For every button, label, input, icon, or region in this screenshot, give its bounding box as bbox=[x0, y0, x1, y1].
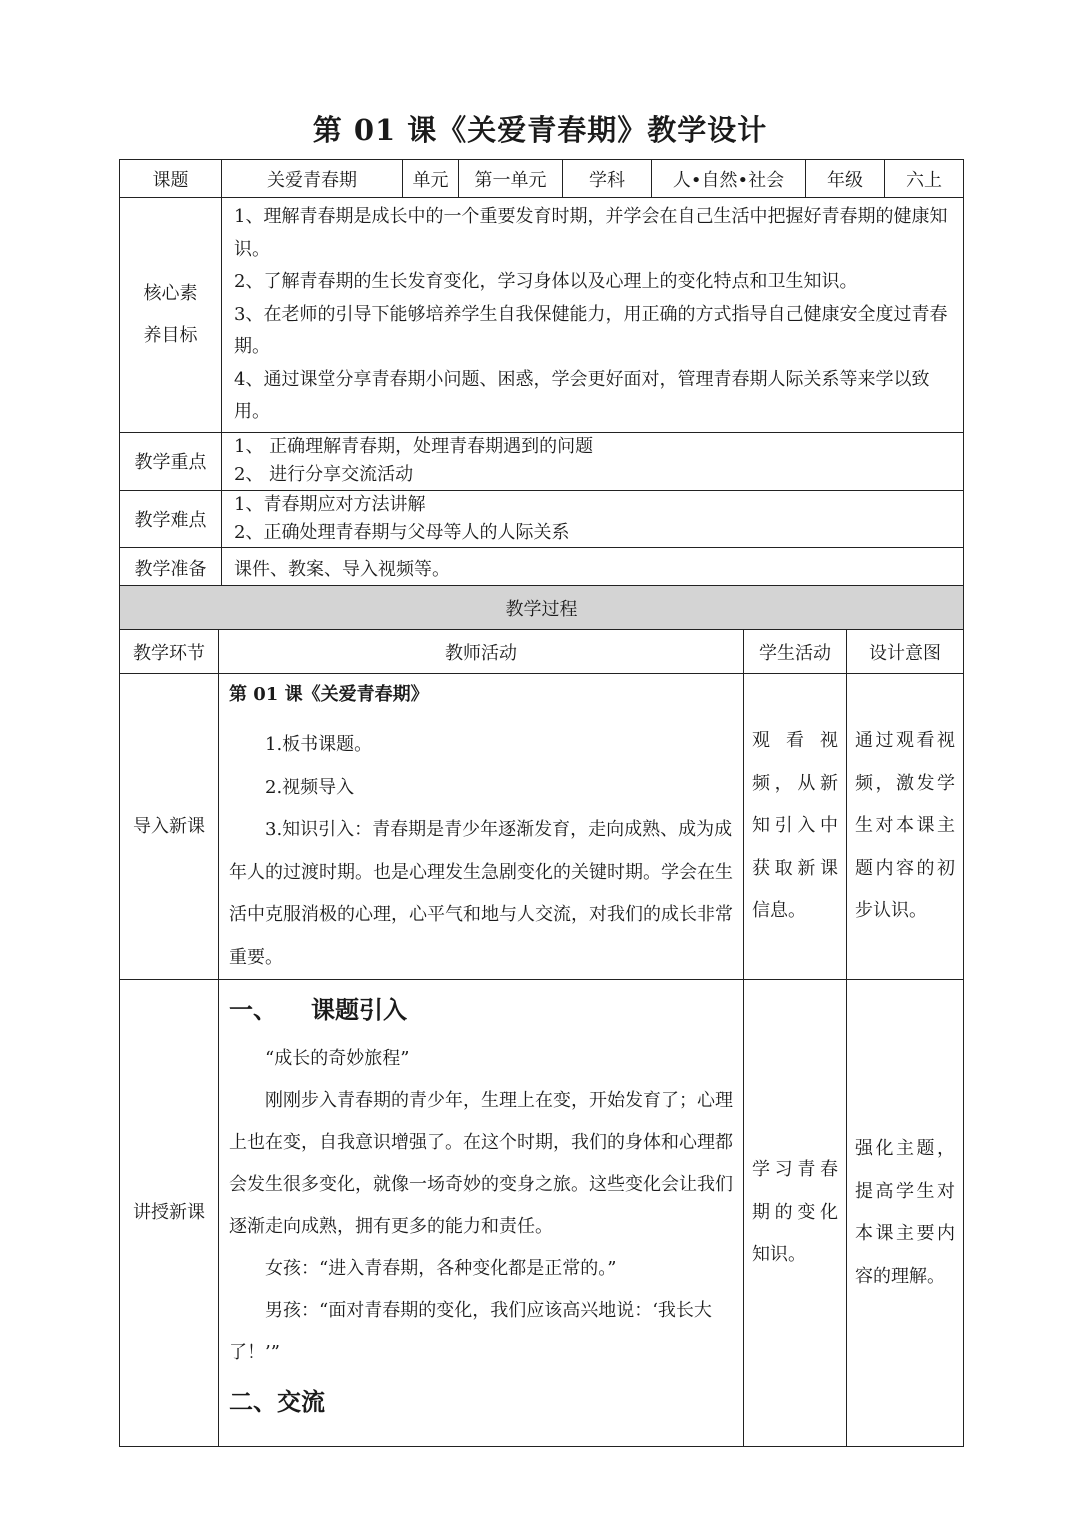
intro-heading: 第 01 课《关爱青春期》 bbox=[229, 684, 429, 705]
section1-title: 课题引入 bbox=[311, 995, 407, 1024]
boy-quote: 男孩：“面对青春期的变化，我们应该高兴地说：‘我长大了！’” bbox=[229, 1300, 712, 1363]
process-title-row bbox=[120, 586, 964, 630]
preparation-label: 教学准备 bbox=[120, 547, 222, 589]
preparation-row bbox=[120, 547, 964, 589]
goals-row bbox=[120, 198, 964, 433]
section1-number: 一、 bbox=[229, 995, 277, 1024]
col-stage: 教学环节 bbox=[120, 630, 219, 674]
goals-label-line2: 养目标 bbox=[143, 324, 198, 346]
difficulty-item: 1、青春期应对方法讲解 bbox=[234, 493, 426, 515]
section2-heading: 二、交流 bbox=[229, 1387, 325, 1416]
difficulties-row bbox=[120, 490, 964, 547]
col-student: 学生活动 bbox=[744, 630, 847, 674]
key-point-item: 2、 进行分享交流活动 bbox=[234, 464, 414, 485]
key-points-content bbox=[222, 432, 964, 490]
intro-line1: 1.板书课题。 bbox=[265, 734, 373, 755]
key-points-label: 教学重点 bbox=[120, 432, 222, 490]
difficulties-content bbox=[222, 490, 964, 547]
goals-label bbox=[120, 198, 222, 433]
difficulties-label: 教学难点 bbox=[120, 490, 222, 547]
unit-value: 第一单元 bbox=[459, 160, 563, 198]
intro-student-activity: 观看视频，从新知引入中获取新课信息。 bbox=[744, 674, 847, 980]
goal-item: 2、了解青春期的生长发育变化，学习身体以及心理上的变化特点和卫生知识。 bbox=[234, 271, 858, 292]
teach-intent: 强化主题，提高学生对本课主要内容的理解。 bbox=[847, 980, 964, 1447]
intro-teacher-activity bbox=[219, 674, 744, 980]
process-table bbox=[119, 585, 964, 1447]
intro-line3: 3.知识引入：青春期是青少年逐渐发育，走向成熟、成为成年人的过渡时期。也是心理发生急剧变化的关键时期。学会在生活中克服消极的心理，心平气和地与人交流，对我们的成长非常重要。 bbox=[229, 819, 733, 968]
topic-label: 课题 bbox=[120, 160, 222, 198]
info-table bbox=[119, 159, 964, 590]
goal-item: 3、在老师的引导下能够培养学生自我保健能力，用正确的方式指导自己健康安全度过青春期。 bbox=[234, 303, 948, 357]
teach-stage: 讲授新课 bbox=[120, 980, 219, 1447]
page-title: 第 01 课《关爱青春期》教学设计 bbox=[312, 113, 768, 147]
topic-value: 关爱青春期 bbox=[222, 160, 403, 198]
subject-label: 学科 bbox=[563, 160, 652, 198]
intro-intent: 通过观看视频，激发学生对本课主题内容的初步认识。 bbox=[847, 674, 964, 980]
quote-title: “成长的奇妙旅程” bbox=[265, 1048, 410, 1069]
teach-teacher-activity bbox=[219, 980, 744, 1447]
intro-line2: 2.视频导入 bbox=[265, 776, 355, 798]
unit-label: 单元 bbox=[403, 160, 459, 198]
process-title: 教学过程 bbox=[120, 586, 964, 630]
girl-quote: 女孩：“进入青春期，各种变化都是正常的。” bbox=[265, 1258, 617, 1279]
intro-row bbox=[120, 674, 964, 980]
process-header-row bbox=[120, 630, 964, 674]
header-row bbox=[120, 160, 964, 198]
section1-heading bbox=[229, 982, 733, 1038]
teach-paragraph: 刚刚步入青春期的青少年，生理上在变，开始发育了；心理上也在变，自我意识增强了。在这个时期，我们的身体和心理都会发生很多变化，就像一场奇妙的变身之旅。这些变化会让我们逐渐走向成熟，拥有更多的能力和责任。 bbox=[229, 1090, 733, 1237]
grade-label: 年级 bbox=[806, 160, 885, 198]
grade-value: 六上 bbox=[885, 160, 964, 198]
key-points-row bbox=[120, 432, 964, 490]
subject-value: 人•自然•社会 bbox=[652, 160, 806, 198]
teach-student-activity: 学习青春期的变化知识。 bbox=[744, 980, 847, 1447]
goal-item: 4、通过课堂分享青春期小问题、困惑，学会更好面对，管理青春期人际关系等来学以致用。 bbox=[234, 368, 930, 422]
goals-label-line1: 核心素 bbox=[143, 282, 198, 304]
teach-row bbox=[120, 980, 964, 1447]
col-intent: 设计意图 bbox=[847, 630, 964, 674]
col-teacher: 教师活动 bbox=[219, 630, 744, 674]
preparation-value: 课件、教案、导入视频等。 bbox=[222, 547, 964, 589]
key-point-item: 1、 正确理解青春期，处理青春期遇到的问题 bbox=[234, 436, 594, 457]
difficulty-item: 2、正确处理青春期与父母等人的人际关系 bbox=[234, 521, 570, 543]
goals-content bbox=[222, 198, 964, 433]
intro-stage: 导入新课 bbox=[120, 674, 219, 980]
goal-item: 1、理解青春期是成长中的一个重要发育时期，并学会在自己生活中把握好青春期的健康知识。 bbox=[234, 206, 948, 260]
